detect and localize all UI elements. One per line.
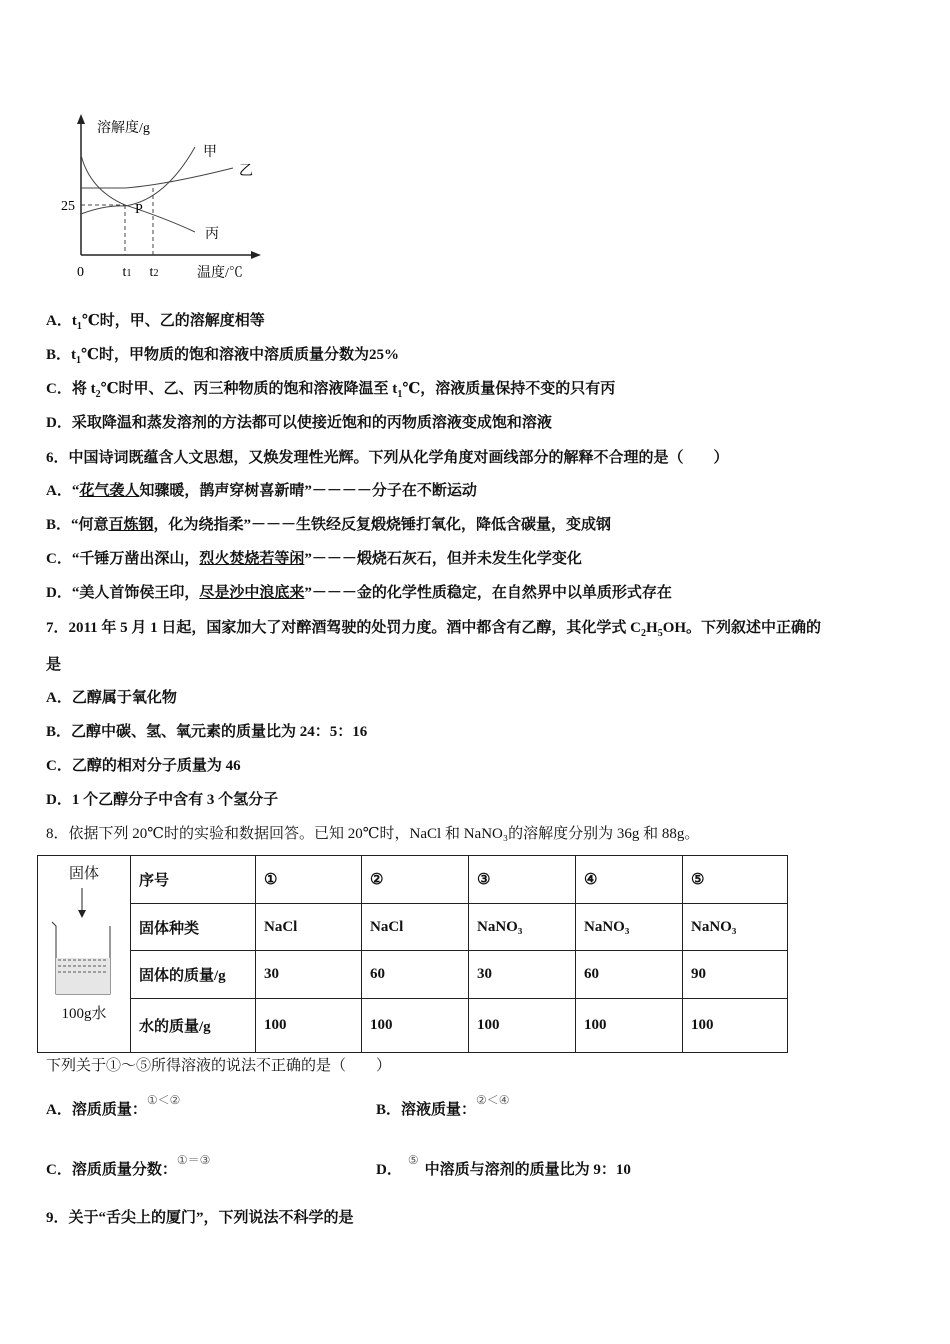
table-cell: 90 <box>683 951 788 999</box>
q6-option-c[interactable]: C．“千锤万凿出深山，烈火焚烧若等闲”－－－煅烧石灰石，但并未发生化学变化 <box>46 551 582 567</box>
table-cell: 100 <box>576 999 683 1053</box>
curve-yi <box>81 168 233 188</box>
y-tick-25: 25 <box>61 199 75 214</box>
point-p: P <box>135 202 143 217</box>
table-cell: 100 <box>362 999 469 1053</box>
table-header: ⑤ <box>683 856 788 904</box>
table-cell: NaCl <box>256 904 362 951</box>
table-header: 序号 <box>131 856 256 904</box>
q5-option-d[interactable]: D．采取降温和蒸发溶剂的方法都可以使接近饱和的丙物质溶液变成饱和溶液 <box>46 415 552 431</box>
table-cell: 固体的质量/g <box>131 951 256 999</box>
q7-option-b[interactable]: B．乙醇中碳、氢、氧元素的质量比为 24：5：16 <box>46 724 368 740</box>
table-cell: 100 <box>683 999 788 1053</box>
q5-option-a[interactable]: A．$t_1℃$时，甲、乙的溶解度相等 <box>46 313 265 332</box>
x-axis-label: 温度/℃ <box>197 266 243 281</box>
q6-option-d[interactable]: D．“美人首饰侯王印，尽是沙中浪底来”－－－金的化学性质稳定，在自然界中以单质形式存在 <box>46 585 672 601</box>
q8-stem: 8．依据下列 20℃时的实验和数据回答。已知 20℃时，NaCl 和 NaNO₃的溶解度分别为 36g 和 88g。 <box>46 826 700 842</box>
table-row <box>38 999 788 1053</box>
beaker-figure <box>38 856 131 1053</box>
curve-label-bing: 丙 <box>205 227 219 242</box>
table-header: ③ <box>469 856 576 904</box>
q7-stem-cont: 是 <box>46 657 62 673</box>
y-axis-label: 溶解度/g <box>97 121 150 136</box>
q5-option-b[interactable]: B．$t_1℃$时，甲物质的饱和溶液中溶质质量分数为25% <box>46 347 399 366</box>
table-row <box>38 904 788 951</box>
y-arrow <box>77 114 85 124</box>
q9-stem: 9．关于“舌尖上的厦门”，下列说法不科学的是 <box>46 1210 354 1226</box>
origin-label: 0 <box>77 265 84 280</box>
table-cell: NaCl <box>362 904 469 951</box>
curve-label-jia: 甲 <box>203 145 217 160</box>
table-cell: 水的质量/g <box>131 999 256 1053</box>
x-arrow <box>251 251 261 259</box>
q8-option-a[interactable]: A．溶质质量：①＜② <box>46 1093 181 1118</box>
curve-label-yi: 乙 <box>239 164 253 179</box>
q7-option-c[interactable]: C．乙醇的相对分子质量为 46 <box>46 758 241 774</box>
q7-option-d[interactable]: D．1 个乙醇分子中含有 3 个氢分子 <box>46 792 279 808</box>
t1-label: t1 <box>122 265 132 280</box>
q8-option-d[interactable]: D．⑤中溶质与溶剂的质量比为 9：10 <box>376 1153 631 1178</box>
table-cell: 100 <box>256 999 362 1053</box>
table-cell: 60 <box>576 951 683 999</box>
curve-bing <box>81 155 195 232</box>
q8-option-b[interactable]: B．溶液质量：②＜④ <box>376 1093 510 1118</box>
q8-option-c[interactable]: C．溶质质量分数：①＝③ <box>46 1153 211 1178</box>
table-cell: 100 <box>469 999 576 1053</box>
table-header: ② <box>362 856 469 904</box>
t2-label: t2 <box>149 265 159 280</box>
q8-question: 下列关于①～⑤所得溶液的说法不正确的是（ ） <box>46 1058 392 1074</box>
q6-option-b[interactable]: B．“何意百炼钢，化为绕指柔”－－－生铁经反复煅烧锤打氧化，降低含碳量，变成钢 <box>46 517 612 533</box>
q6-stem: 6．中国诗词既蕴含人文思想，又焕发理性光辉。下列从化学角度对画线部分的解释不合理的是（ ） <box>46 450 729 466</box>
q6-option-a[interactable]: A．“花气袭人知骤暖，鹊声穿树喜新晴”－－－－分子在不断运动 <box>46 483 477 499</box>
table-cell: 固体种类 <box>131 904 256 951</box>
figure-label-solid: 固体 <box>68 866 99 882</box>
table-header: ① <box>256 856 362 904</box>
q5-option-c[interactable]: C．将 $t_2℃$时甲、乙、丙三种物质的饱和溶液降温至 $t_1℃$，溶液质量保持不变的只有丙 <box>46 381 616 400</box>
q7-stem: 7．2011 年 5 月 1 日起，国家加大了对醉酒驾驶的处罚力度。酒中都含有乙醇，其化学式 $C_2H_5OH$。下列叙述中正确的 <box>46 620 822 639</box>
solubility-chart <box>55 110 270 285</box>
table-row <box>38 951 788 999</box>
q7-option-a[interactable]: A．乙醇属于氧化物 <box>46 690 177 706</box>
table-cell: 30 <box>469 951 576 999</box>
beaker-icon <box>48 886 118 996</box>
table-cell: NaNO₃ <box>683 904 788 951</box>
q8-data-table <box>37 855 788 1053</box>
figure-label-water: 100g水 <box>61 1006 107 1022</box>
table-header: ④ <box>576 856 683 904</box>
table-cell: NaNO₃ <box>469 904 576 951</box>
table-cell: 60 <box>362 951 469 999</box>
table-cell: 30 <box>256 951 362 999</box>
table-cell: NaNO₃ <box>576 904 683 951</box>
